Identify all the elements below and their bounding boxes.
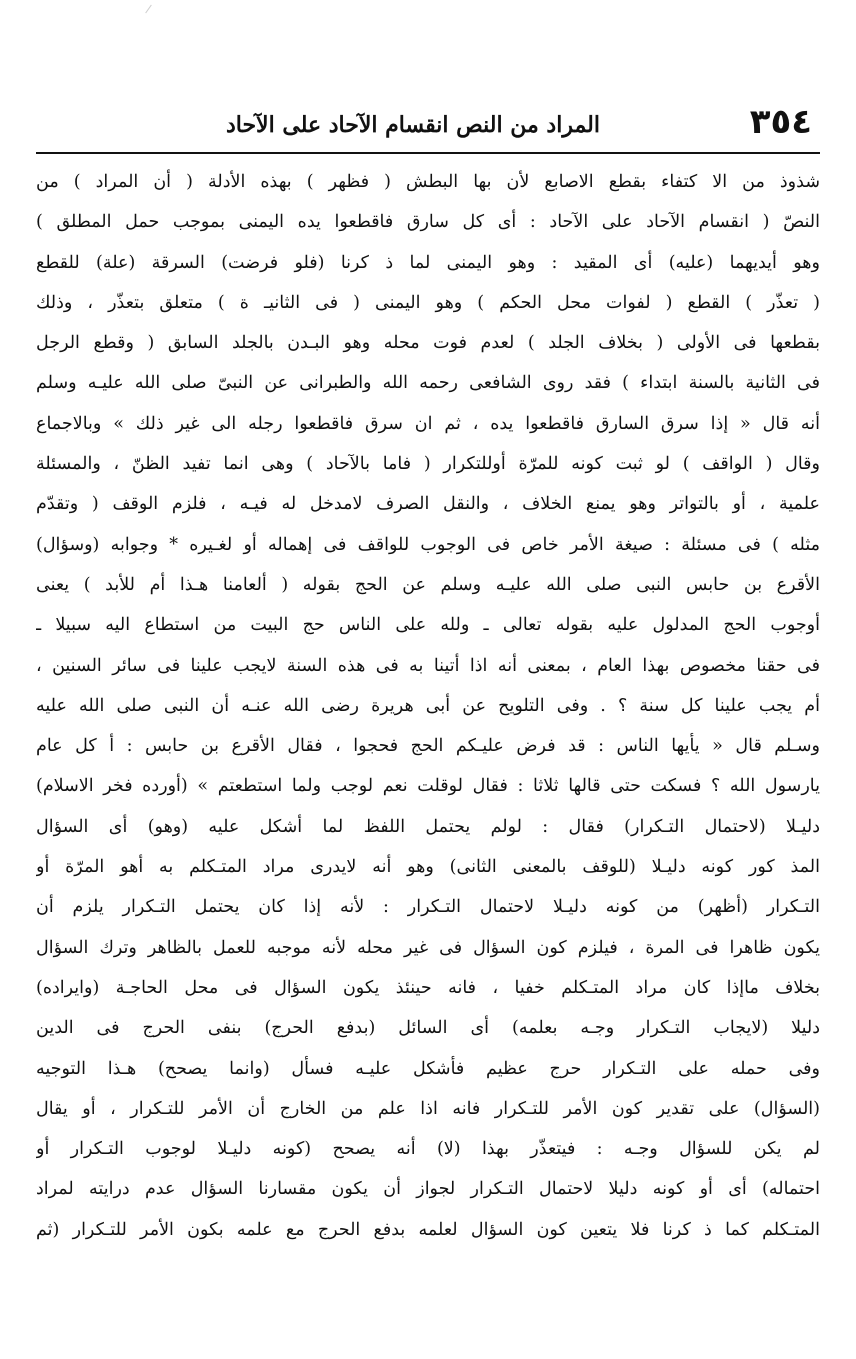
text-line: فى الثانية بالسنة ابتداء ) فقد روى الشافعى رحمه الله والطبرانى عن النبىّ صلى الله عليـه وسلم [36, 373, 820, 394]
text-line: علمية ، أو بالتواتر وهو يمنع الخلاف ، والنقل الصرف لامدخل له فيـه ، فلزم الوقف ( وتقدّم [36, 494, 820, 515]
running-title: المراد من النص انقسام الآحاد على الآحاد [225, 112, 600, 138]
text-line: المتـكلم كما ذ كرنا فلا يتعين كون السؤال لعلمه بدفع الحرج مع علمه بكون الأمر للتـكرار (ثم [36, 1219, 820, 1240]
text-line: بقطعها فى الأولى ( بخلاف الجلد ) لعدم فوت محله وهو البـدن بالجلد السابق ( وقطع الرجل [36, 333, 820, 354]
text-line: وهو أيديهما (عليه) أى المقيد : وهو اليمنى لما ذ كرنا (فلو فرضت) السرقة (علة) للقطع [36, 252, 820, 273]
text-line: شذوذ من الا كتفاء بقطع الاصابع لأن بها البطش ( فظهر ) بهذه الأدلة ( أن المراد ) من [36, 172, 820, 192]
page-header [36, 96, 820, 150]
text-line: الأقرع بن حابس النبى صلى الله عليـه وسلم عن الحج بقوله ( ألعامنا هـذا أم للأبد ) يعنى [36, 574, 820, 595]
text-line: وفى حمله على التـكرار حرج عظيم فأشكل عليـه فسأل (وانما يصحح) هـذا التوجيه [36, 1058, 820, 1079]
text-line: يارسول الله ؟ فسكت حتى قالها ثلاثا : فقال لوقلت نعم لوجب ولما استطعتم » (أورده فخر الاسلام) [36, 776, 820, 797]
text-line: التـكرار (أظهر) من كونه دليـلا لاحتمال التـكرار : لأنه إذا كان يحتمل التـكرار يلزم أن [36, 897, 820, 918]
text-line: النصّ ( انقسام الآحاد على الآحاد : أى كل سارق فاقطعوا يده اليمنى بموجب حمل المطلق ) [36, 212, 820, 233]
text-line: ( تعذّر ) القطع ( لفوات محل الحكم ) وهو اليمنى ( فى الثانيـ ة ) متعلق بتعذّر ، وذلك [36, 292, 820, 313]
text-line: وقال ( الواقف ) لو ثبت كونه للمرّة أوللتكرار ( فاما بالآحاد ) وهى انما تفيد الظنّ ، والمسئلة [36, 454, 820, 475]
text-line: فى حقنا مخصوص بهذا العام ، بمعنى أنه اذا أتينا به فى هذه السنة لايجب علينا فى سائر السنين ، [36, 655, 820, 676]
text-line: يكون ظاهرا فى المرة ، فيلزم كون السؤال فى غير محله لأنه موجبه للعمل بالظاهر وترك السؤال [36, 937, 820, 958]
text-line: احتماله) أى أو كونه دليلا لاحتمال التـكرار لجواز أن يكون مقسارنا السؤال عدم درايته لمراد [36, 1179, 820, 1200]
stray-pen-mark [145, 5, 152, 14]
text-line: أم يجب علينا كل سنة ؟ . وفى التلويح عن أبى هريرة رضى الله عنـه أن النبى صلى الله عليه [36, 695, 820, 716]
body-text [36, 162, 820, 1352]
text-line: مثله ) فى مسئلة : صيغة الأمر خاص فى الوجوب للواقف فى إهماله أو لغـيره * وجوابه (وسؤال) [36, 534, 820, 555]
text-line: دليلا (لايجاب التـكرار وجـه بعلمه) أى السائل (بدفع الحرج) بنفى الحرج فى الدين [36, 1018, 820, 1039]
page-number: ٣٥٤ [749, 102, 812, 142]
text-line: أوجوب الحج المدلول عليه بقوله تعالى ـ ولله على الناس حج البيت من استطاع اليه سبيلا ـ [36, 615, 820, 636]
header-rule [36, 152, 820, 154]
text-line: (السؤال) على تقدير كون الأمر للتـكرار فانه اذا علم من الخارج أن الأمر للتـكرار ، أو يقال [36, 1098, 820, 1119]
text-line: دليـلا (لاحتمال التـكرار) فقال : لولم يحتمل اللفظ لما أشكل عليه (وهو) أى السؤال [36, 816, 820, 837]
text-line: لم يكن للسؤال وجـه : فيتعذّر بهذا (لا) أنه يصحح (كونه دليـلا لوجوب التـكرار أو [36, 1139, 820, 1160]
text-line: المذ كور كونه دليـلا (للوقف بالمعنى الثانى) وهو أنه لايدرى مراد المتـكلم به أهو المرّة أو [36, 857, 820, 878]
text-line: بخلاف ماإذا كان مراد المتـكلم خفيا ، فانه حينئذ يكون السؤال فى محل الحاجـة (وايراده) [36, 977, 820, 998]
text-line: أنه قال « إذا سرق السارق فاقطعوا يده ، ثم ان سرق فاقطعوا رجله الى غير ذلك » وبالاجماع [36, 413, 820, 434]
text-line: وسـلم قال « يأيها الناس : قد فرض عليـكم الحج فحجوا ، فقال الأقرع بن حابس : أ كل عام [36, 736, 820, 757]
